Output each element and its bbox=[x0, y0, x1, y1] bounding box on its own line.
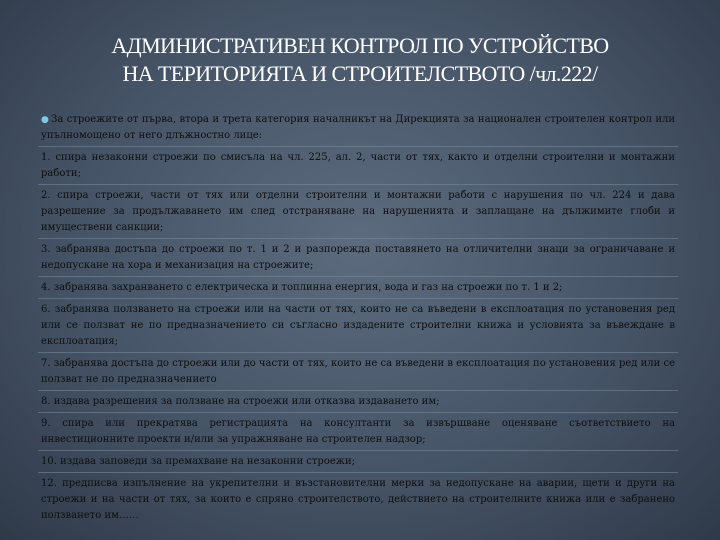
list-item: 4. забранява захранването с електрическа и топлинна енергия, вода и газ на строежи по т. 1 и 2; bbox=[41, 282, 563, 293]
divider bbox=[38, 412, 678, 413]
divider bbox=[38, 352, 678, 353]
bullet-icon: ● bbox=[41, 115, 50, 125]
list-item: 1. спира незаконни строежи по смисъла на чл. 225, ал. 2, части от тях, както и отделни строителни и монтажни работи; bbox=[41, 152, 675, 179]
slide-body bbox=[41, 112, 675, 526]
title-line-2: НА ТЕРИТОРИЯТА И СТРОИТЕЛСТВОТО /чл.222/ bbox=[122, 61, 598, 86]
divider bbox=[38, 472, 678, 473]
divider bbox=[38, 276, 678, 277]
slide-title bbox=[20, 32, 700, 88]
divider bbox=[38, 390, 678, 391]
intro-paragraph bbox=[41, 112, 675, 144]
list-item: 6. забранява ползването на строежи или на части от тях, които не са въведени в експлоатация по установения ред или се ползват не по предназначението си съгласно издадените строителни книжа и условията за въвеждане в експлоатация; bbox=[41, 304, 675, 347]
divider bbox=[38, 450, 678, 451]
divider bbox=[38, 184, 678, 185]
divider bbox=[38, 298, 678, 299]
list-item: 7. забранява достъпа до строежи или до части от тях, които не са въведени в експлоатация по установения ред или се ползват не по предназначението bbox=[41, 358, 675, 385]
divider bbox=[38, 146, 678, 147]
list-item: 9. спира или прекратява регистрацията на консултанти за извършване оценяване съответствието на инвестиционните проекти и/или за упражняване на строителен надзор; bbox=[41, 418, 675, 445]
list-item: 8. издава разрешения за ползване на строежи или отказва издаването им; bbox=[41, 396, 440, 407]
intro-text: За строежите от първа, втора и трета категория началникът на Дирекцията за национален строителен контрол или упълномощено от него длъжностно лице: bbox=[41, 114, 675, 141]
list-item: 3. забранява достъпа до строежи по т. 1 и 2 и разпорежда поставянето на отличителни знаци за ограничаване и недопускане на хора и механизация на строежите; bbox=[41, 244, 675, 271]
list-item: 10. издава заповеди за премахване на незаконни строежи; bbox=[41, 456, 356, 467]
list-item: 2. спира строежи, части от тях или отделни строителни и монтажни работи с нарушения по чл. 224 и дава разрешение за продължаването им след отстраняване на нарушенията и заплащане на дължимите глоби и имуществени санкции; bbox=[41, 190, 675, 233]
divider bbox=[38, 238, 678, 239]
title-line-1: АДМИНИСТРАТИВЕН КОНТРОЛ ПО УСТРОЙСТВО bbox=[111, 33, 609, 58]
list-item: 12. предписва изпълнение на укрепителни и възстановителни мерки за недопускане на аварии, щети и други на строежи и на части от тях, за които е спряно строителството, действието на строителните книжа или е забранено ползването им…… bbox=[41, 478, 675, 521]
